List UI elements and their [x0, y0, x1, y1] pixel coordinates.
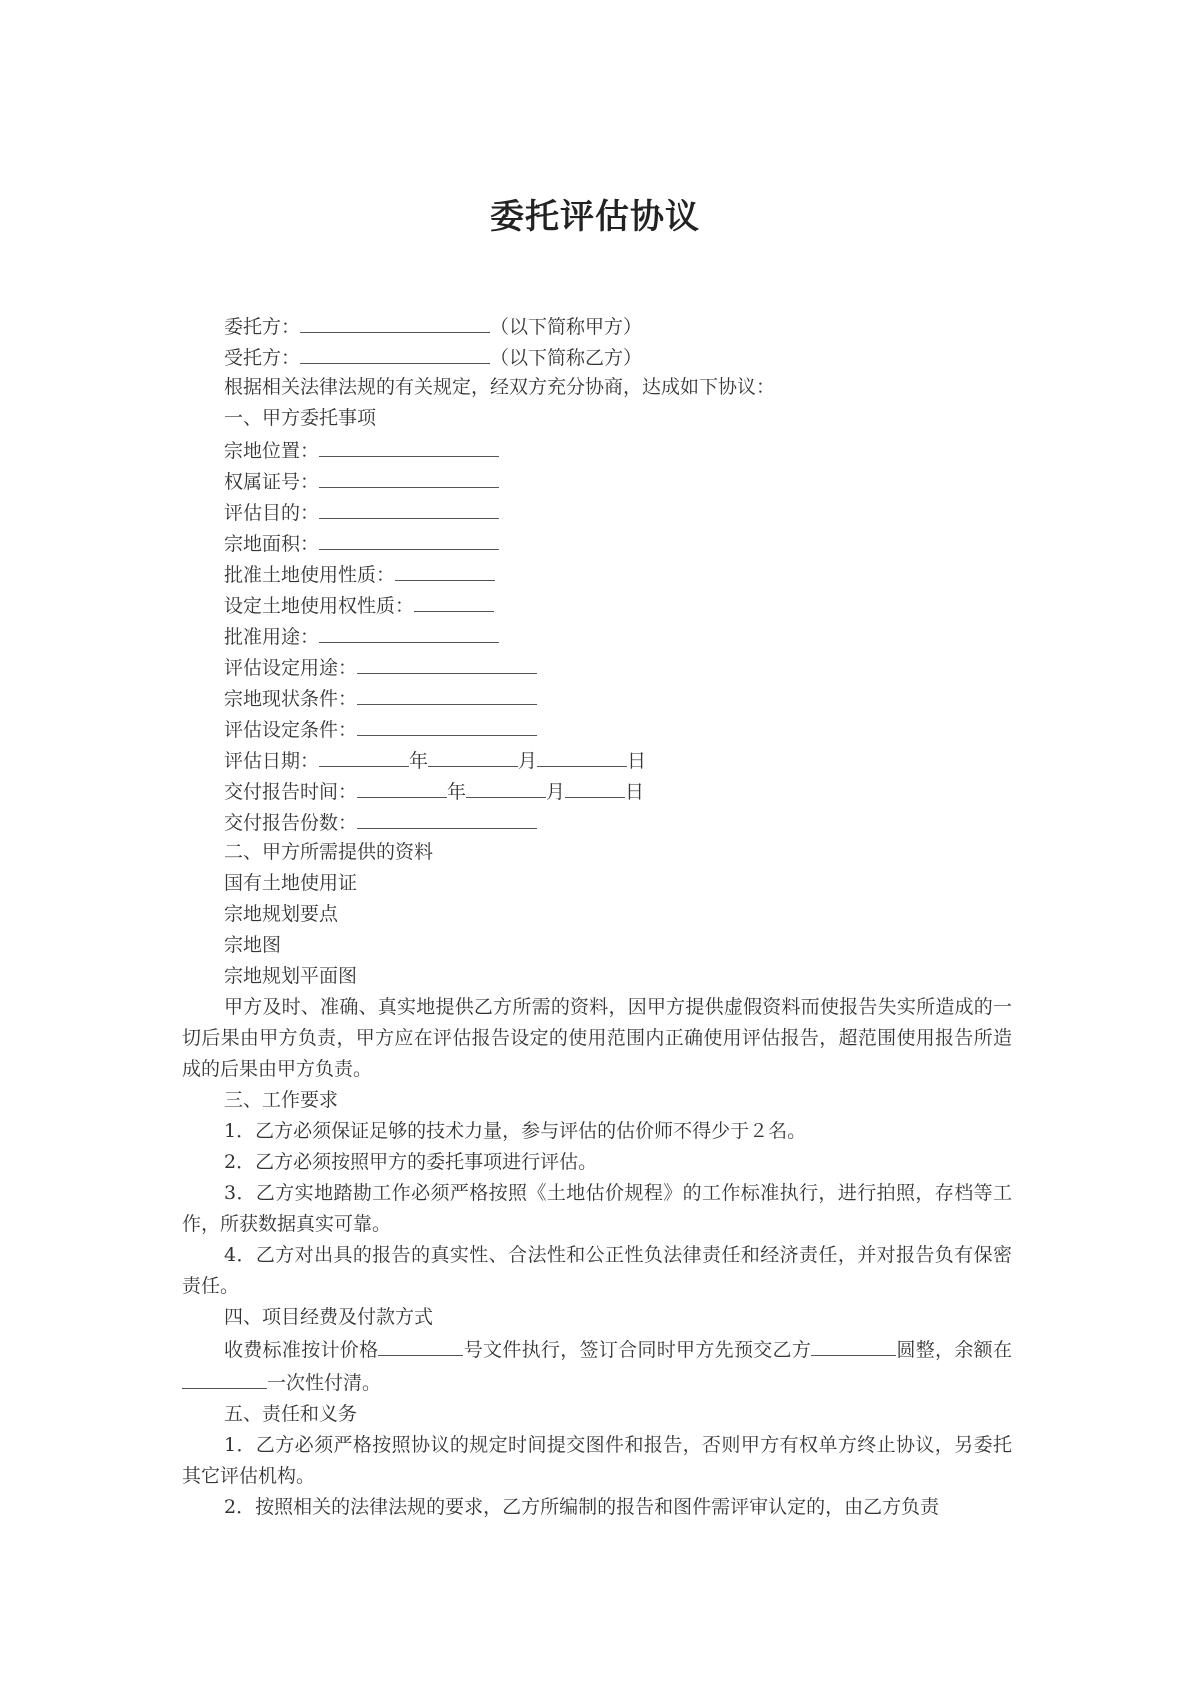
field-blank[interactable] [319, 620, 499, 643]
field-blank[interactable] [357, 713, 537, 736]
material-item: 宗地规划要点 [224, 903, 339, 925]
delivery-time-line: 交付报告时间： 年 月 日 [182, 775, 1012, 806]
document-title: 委托评估协议 [490, 197, 700, 237]
field-blank[interactable] [395, 558, 495, 581]
document-body [182, 310, 1012, 1523]
copies-blank[interactable] [357, 806, 537, 829]
field-area: 宗地面积： [182, 527, 1012, 558]
month-blank[interactable] [466, 775, 546, 798]
fee-paragraph: 收费标准按计价格 号文件执行，签订合同时甲方先预交乙方 圆整，余额在一次性付清。 [182, 1333, 1012, 1399]
field-blank[interactable] [319, 465, 499, 488]
field-approved-use: 批准用途： [182, 620, 1012, 651]
client-blank[interactable] [300, 310, 490, 333]
material-item: 国有土地使用证 [224, 872, 358, 894]
year-blank[interactable] [319, 744, 409, 767]
balance-time-blank[interactable] [182, 1366, 267, 1389]
field-blank[interactable] [357, 651, 537, 674]
day-blank[interactable] [565, 775, 625, 798]
field-blank[interactable] [319, 496, 499, 519]
field-cert-no: 权属证号： [182, 465, 1012, 496]
agent-suffix: （以下简称乙方） [490, 347, 643, 369]
requirement-item: 2．乙方必须按照甲方的委托事项进行评估。 [224, 1151, 598, 1173]
field-set-use: 评估设定用途： [182, 651, 1012, 682]
field-blank[interactable] [414, 589, 494, 612]
copies-line: 交付报告份数： [182, 806, 1012, 837]
section3-heading: 三、工作要求 [224, 1089, 339, 1111]
field-blank[interactable] [319, 527, 499, 550]
duty-item: 2．按照相关的法律法规的要求，乙方所编制的报告和图件需评审认定的，由乙方负责 [224, 1496, 940, 1518]
field-current-condition: 宗地现状条件： [182, 682, 1012, 713]
material-item: 宗地图 [224, 934, 282, 956]
duty-item: 1．乙方必须严格按照协议的规定时间提交图件和报告，否则甲方有权单方终止协议，另委托其它评估机构。 [182, 1434, 1012, 1487]
requirement-item: 3．乙方实地踏勘工作必须严格按照《土地估价规程》的工作标准执行，进行拍照，存档等工作，所获数据真实可靠。 [182, 1182, 1012, 1235]
field-set-right-nature: 设定土地使用权性质： [182, 589, 1012, 620]
requirement-item: 4．乙方对出具的报告的真实性、合法性和公正性负法律责任和经济责任，并对报告负有保密责任。 [182, 1244, 1012, 1297]
field-set-condition: 评估设定条件： [182, 713, 1012, 744]
section2-paragraph: 甲方及时、准确、真实地提供乙方所需的资料，因甲方提供虚假资料而使报告失实所造成的一切后果由甲方负责，甲方应在评估报告设定的使用范围内正确使用评估报告，超范围使用报告所造成的后果由甲方负责。 [182, 996, 1012, 1080]
client-line [182, 310, 1012, 341]
doc-number-blank[interactable] [378, 1333, 463, 1356]
agent-blank[interactable] [300, 341, 490, 364]
day-blank[interactable] [537, 744, 627, 767]
field-purpose: 评估目的： [182, 496, 1012, 527]
eval-date-line: 评估日期： 年 月 日 [182, 744, 1012, 775]
section2-heading: 二、甲方所需提供的资料 [224, 841, 434, 863]
client-suffix: （以下简称甲方） [490, 316, 643, 338]
field-blank[interactable] [357, 682, 537, 705]
section1-heading: 一、甲方委托事项 [224, 407, 377, 429]
requirement-item: 1．乙方必须保证足够的技术力量，参与评估的估价师不得少于２名。 [224, 1120, 807, 1142]
year-blank[interactable] [357, 775, 447, 798]
agent-label: 受托方： [224, 347, 301, 369]
section5-heading: 五、责任和义务 [224, 1403, 358, 1425]
agent-line [182, 341, 1012, 372]
intro-line: 根据相关法律法规的有关规定，经双方充分协商，达成如下协议： [224, 376, 776, 398]
field-blank[interactable] [319, 434, 499, 457]
client-label: 委托方： [224, 316, 301, 338]
section4-heading: 四、项目经费及付款方式 [224, 1306, 434, 1328]
month-blank[interactable] [428, 744, 518, 767]
material-item: 宗地规划平面图 [224, 965, 358, 987]
field-location: 宗地位置： [182, 434, 1012, 465]
prepay-amount-blank[interactable] [811, 1333, 896, 1356]
field-approved-nature: 批准土地使用性质： [182, 558, 1012, 589]
